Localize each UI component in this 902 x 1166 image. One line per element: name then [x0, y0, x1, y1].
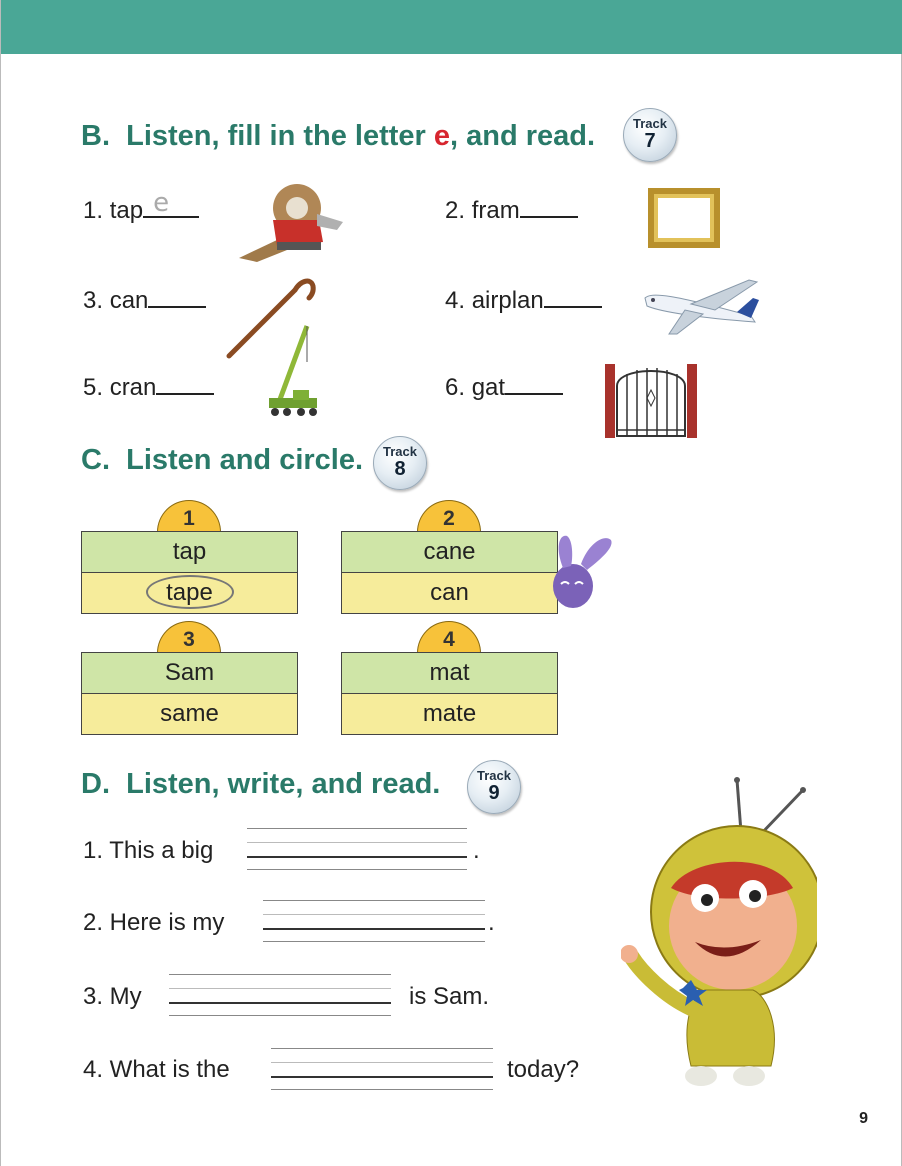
word-box-2 — [341, 531, 558, 614]
picture-frame-image — [646, 186, 722, 250]
word-option-tape[interactable]: tape — [82, 573, 297, 613]
d-writing-line-4[interactable] — [271, 1048, 493, 1090]
box-2-number-tab: 2 — [417, 500, 481, 532]
d-writing-line-1[interactable] — [247, 828, 467, 870]
word-option-cane[interactable]: cane — [342, 532, 557, 573]
d-item-4-text: 4. What is the — [83, 1056, 230, 1083]
box-1-number-tab: 1 — [157, 500, 221, 532]
b-blank-2[interactable] — [520, 196, 578, 218]
section-c-heading: C. Listen and circle. — [81, 444, 364, 476]
airplane-image — [641, 278, 765, 338]
word-option-same[interactable]: same — [82, 694, 297, 734]
b-blank-6[interactable] — [505, 373, 563, 395]
d-item-2-end: . — [488, 909, 495, 936]
purple-bunny-character — [553, 528, 615, 612]
astronaut-kid-mascot — [621, 776, 817, 1092]
box-4-number-tab: 4 — [417, 621, 481, 653]
word-option-can[interactable]: can — [342, 573, 557, 613]
section-b-heading: B. Listen, fill in the letter e, and read. — [81, 120, 596, 152]
b-blank-5[interactable] — [156, 373, 214, 395]
track-7-badge[interactable]: Track 7 — [623, 108, 677, 162]
d-item-4-end: today? — [507, 1056, 580, 1083]
gate-image — [605, 360, 697, 438]
b-item-5: 5. cran — [83, 373, 214, 402]
b-item-1: 1. tap e — [83, 196, 199, 225]
d-item-3-end: is Sam. — [409, 983, 490, 1010]
header-bar — [1, 0, 902, 54]
word-box-1 — [81, 531, 298, 614]
d-item-1-text: 1. This a big — [83, 837, 214, 864]
word-option-sam[interactable]: Sam — [82, 653, 297, 694]
b-item-3: 3. can — [83, 286, 206, 315]
word-box-3 — [81, 652, 298, 735]
d-writing-line-3[interactable] — [169, 974, 391, 1016]
section-d-heading: D. Listen, write, and read. — [81, 768, 441, 800]
word-option-mate[interactable]: mate — [342, 694, 557, 734]
d-writing-line-2[interactable] — [263, 900, 485, 942]
tape-dispenser-image — [237, 180, 347, 262]
track-9-badge[interactable]: Track 9 — [467, 760, 521, 814]
d-item-3-text: 3. My — [83, 983, 142, 1010]
b-blank-1[interactable]: e — [143, 196, 199, 218]
word-option-tap[interactable]: tap — [82, 532, 297, 573]
track-8-badge[interactable]: Track 8 — [373, 436, 427, 490]
d-item-1-end: . — [473, 837, 480, 864]
b-item-4: 4. airplan — [445, 286, 602, 315]
page-number: 9 — [859, 1110, 868, 1127]
b-blank-4[interactable] — [544, 286, 602, 308]
b-item-6: 6. gat — [445, 373, 563, 402]
word-option-mat[interactable]: mat — [342, 653, 557, 694]
box-3-number-tab: 3 — [157, 621, 221, 653]
word-box-4 — [341, 652, 558, 735]
answer-circle — [146, 575, 234, 609]
d-item-2-text: 2. Here is my — [83, 909, 225, 936]
b-blank-3[interactable] — [148, 286, 206, 308]
crane-image — [263, 322, 321, 418]
b-item-2: 2. fram — [445, 196, 578, 225]
